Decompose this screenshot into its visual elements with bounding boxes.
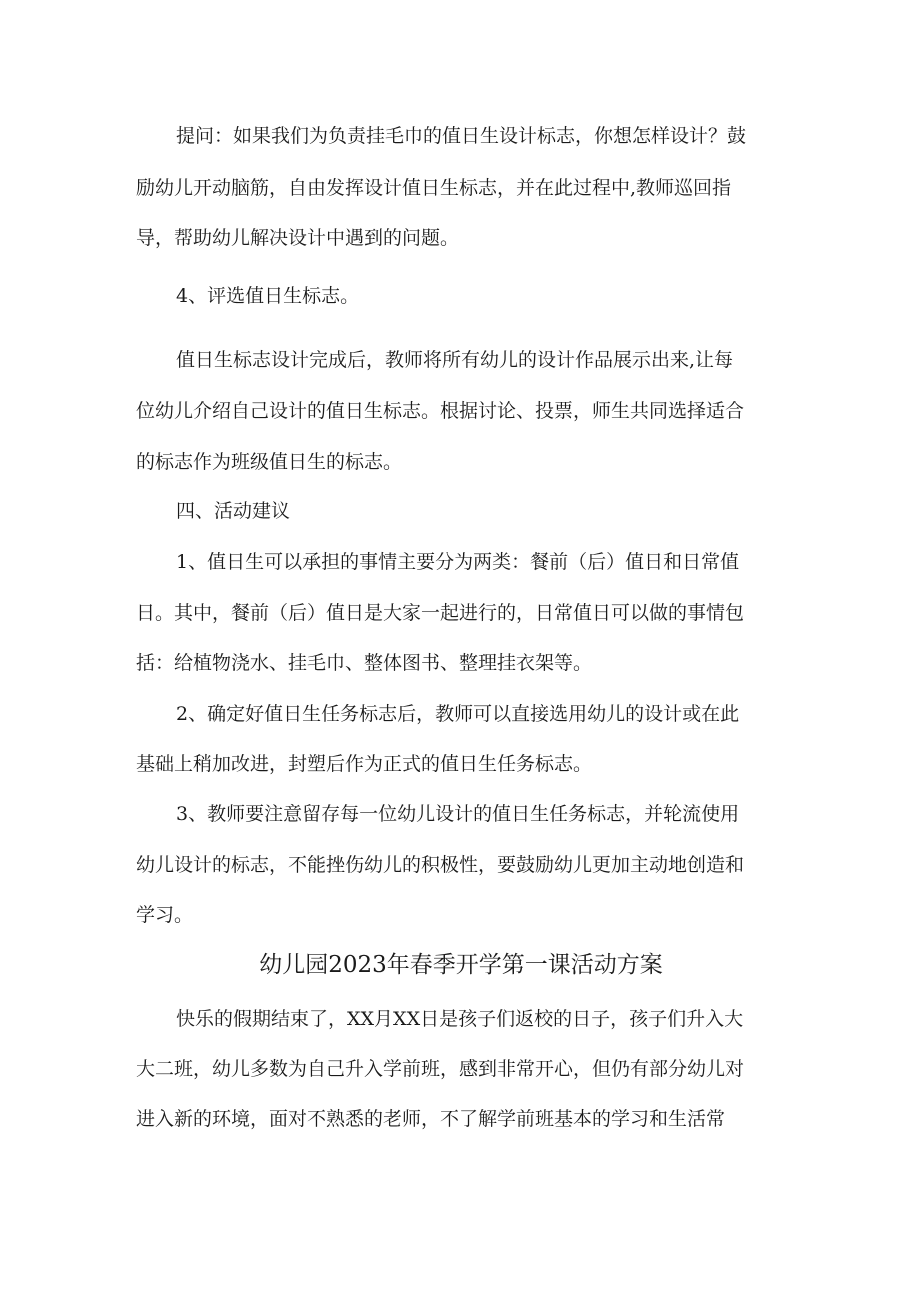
- paragraph-line: 位幼儿介绍自己设计的值日生标志。根据讨论、投票，师生共同选择适合: [136, 400, 745, 422]
- paragraph-line: 提问：如果我们为负责挂毛巾的值日生设计标志，你想怎样设计？鼓: [176, 125, 747, 147]
- paragraph-line: 基础上稍加改进，封塑后作为正式的值日生任务标志。: [136, 753, 593, 775]
- step-title: 4、评选值日生标志。: [176, 285, 360, 307]
- paragraph-line: 幼儿设计的标志，不能挫伤幼儿的积极性，要鼓励幼儿更加主动地创造和: [136, 854, 745, 876]
- paragraph-line: 大二班，幼儿多数为自己升入学前班，感到非常开心，但仍有部分幼儿对: [136, 1058, 745, 1080]
- document-heading: 幼儿园2023年春季开学第一课活动方案: [259, 952, 663, 978]
- paragraph-line: 进入新的环境，面对不熟悉的老师，不了解学前班基本的学习和生活常: [136, 1108, 726, 1130]
- section-heading: 四、活动建议: [176, 500, 291, 522]
- paragraph-line: 导，帮助幼儿解决设计中遇到的问题。: [136, 227, 460, 249]
- paragraph-line: 日。其中，餐前（后）值日是大家一起进行的，日常值日可以做的事情包: [136, 602, 745, 624]
- paragraph-line: 3、教师要注意留存每一位幼儿设计的值日生任务标志，并轮流使用: [176, 803, 740, 825]
- paragraph-line: 的标志作为班级值日生的标志。: [136, 451, 403, 473]
- paragraph-line: 快乐的假期结束了，XX月XX日是孩子们返校的日子，孩子们升入大: [176, 1008, 744, 1030]
- paragraph-line: 2、确定好值日生任务标志后，教师可以直接选用幼儿的设计或在此: [176, 703, 740, 725]
- paragraph-line: 括：给植物浇水、挂毛巾、整体图书、整理挂衣架等。: [136, 652, 593, 674]
- paragraph-line: 1、值日生可以承担的事情主要分为两类：餐前（后）值日和日常值: [176, 551, 740, 573]
- paragraph-line: 励幼儿开动脑筋，自由发挥设计值日生标志，并在此过程中,教师巡回指: [136, 177, 732, 199]
- paragraph-line: 值日生标志设计完成后，教师将所有幼儿的设计作品展示出来,让每: [176, 349, 734, 371]
- paragraph-line: 学习。: [136, 904, 194, 926]
